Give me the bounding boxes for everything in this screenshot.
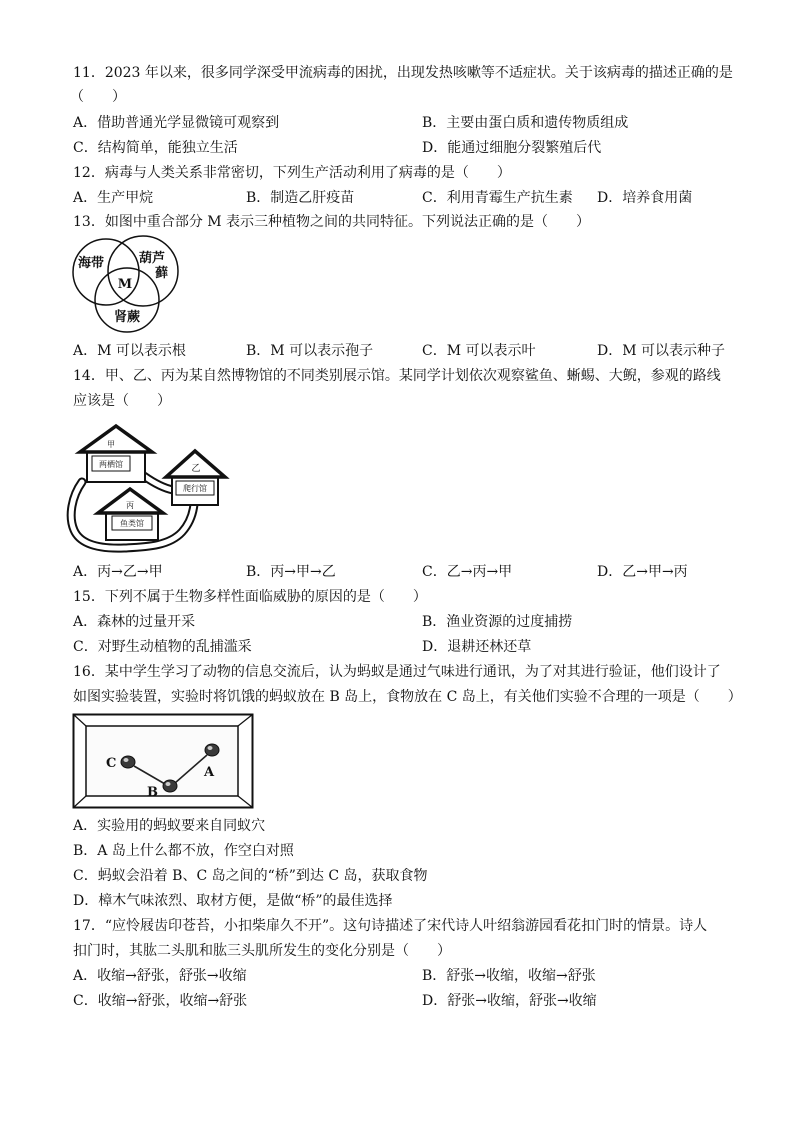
q15-option-b: B．渔业资源的过度捕捞 xyxy=(422,614,573,630)
q11-option-c: C．结构简单，能独立生活 xyxy=(73,140,238,156)
house-jia-hall: 两栖馆 xyxy=(99,460,123,469)
q16-option-b: B．A 岛上什么都不放，作空白对照 xyxy=(73,843,294,859)
ant-experiment-diagram xyxy=(72,713,254,810)
q16-option-a: A．实验用的蚂蚁要来自同蚁穴 xyxy=(73,818,266,834)
q12-option-b: B．制造乙肝疫苗 xyxy=(246,190,355,206)
q12-option-d: D．培养食用菌 xyxy=(597,190,693,206)
q16-stem-line-1: 16．某中学生学习了动物的信息交流后，认为蚂蚁是通过气味进行通讯，为了对其进行验证，他们设计了 xyxy=(73,664,721,680)
q17-option-a: A．收缩→舒张，舒张→收缩 xyxy=(73,968,247,984)
venn-label-haidai: 海带 xyxy=(78,256,105,271)
label-island-c: C xyxy=(106,756,117,771)
q12-option-a: A．生产甲烷 xyxy=(73,190,154,206)
island-a-body xyxy=(205,744,219,756)
q13-option-b: B．M 可以表示孢子 xyxy=(246,343,374,359)
q16-option-d: D．樟木气味浓烈、取材方便，是做“桥”的最佳选择 xyxy=(73,893,393,909)
venn-label-shenjue: 肾蕨 xyxy=(114,310,141,325)
q12-stem-line-1: 12．病毒与人类关系非常密切，下列生产活动利用了病毒的是（ ） xyxy=(73,165,511,181)
q17-stem-line-2: 扣门时，其肱二头肌和肱三头肌所发生的变化分别是（ ） xyxy=(73,943,451,959)
q13-stem-line-1: 13．如图中重合部分 M 表示三种植物之间的共同特征。下列说法正确的是（ ） xyxy=(73,214,591,230)
island-c-body xyxy=(121,756,135,768)
house-bing-hall: 鱼类馆 xyxy=(120,519,144,528)
q15-option-c: C．对野生动植物的乱捕滥采 xyxy=(73,639,252,655)
q15-option-d: D．退耕还林还草 xyxy=(422,639,532,655)
venn-label-xian: 藓 xyxy=(155,266,169,281)
house-bing-name: 丙 xyxy=(126,501,134,510)
house-yi-name: 乙 xyxy=(191,464,201,474)
q17-option-c: C．收缩→舒张，收缩→舒张 xyxy=(73,993,248,1009)
q14-option-b: B．丙→甲→乙 xyxy=(246,564,336,580)
venn-diagram xyxy=(70,234,186,336)
q13-option-d: D．M 可以表示种子 xyxy=(597,343,726,359)
q11-option-b: B．主要由蛋白质和遗传物质组成 xyxy=(422,115,629,131)
q13-option-c: C．M 可以表示叶 xyxy=(422,343,536,359)
island-b xyxy=(163,780,177,792)
label-island-a: A xyxy=(204,765,215,780)
house-bing xyxy=(98,489,163,540)
venn-label-m: M xyxy=(117,277,133,292)
house-yi xyxy=(166,451,225,505)
house-jia xyxy=(80,426,152,482)
island-b-highlight xyxy=(166,782,171,786)
island-b-body xyxy=(163,780,177,792)
q15-stem-line-1: 15．下列不属于生物多样性面临威胁的原因的是（ ） xyxy=(73,589,427,605)
q11-stem-line-1: 11．2023 年以来，很多同学深受甲流病毒的困扰，出现发热咳嗽等不适症状。关于该病毒的描述正确的是 xyxy=(73,65,733,81)
q16-option-c: C．蚂蚁会沿着 B、C 岛之间的“桥”到达 C 岛，获取食物 xyxy=(73,868,428,884)
island-c xyxy=(121,756,135,768)
venn-circle-haidai xyxy=(73,239,139,305)
museum-route-diagram xyxy=(68,418,228,552)
q14-option-d: D．乙→甲→丙 xyxy=(597,564,688,580)
label-island-b: B xyxy=(147,785,158,800)
house-jia-name: 甲 xyxy=(107,440,115,449)
island-c-highlight xyxy=(124,758,129,762)
q14-option-c: C．乙→丙→甲 xyxy=(422,564,513,580)
q11-option-d: D．能通过细胞分裂繁殖后代 xyxy=(422,140,602,156)
q17-option-b: B．舒张→收缩，收缩→舒张 xyxy=(422,968,596,984)
q16-stem-line-2: 如图实验装置，实验时将饥饿的蚂蚁放在 B 岛上，食物放在 C 岛上，有关他们实验不合理的一项是（ ） xyxy=(73,689,742,705)
venn-label-hulu: 葫芦 xyxy=(139,251,166,266)
q17-stem-line-1: 17．“应怜屐齿印苍苔，小扣柴扉久不开”。这句诗描述了宋代诗人叶绍翁游园看花扣门时的情景。诗人 xyxy=(73,918,708,934)
q12-option-c: C．利用青霉生产抗生素 xyxy=(422,190,573,206)
q13-option-a: A．M 可以表示根 xyxy=(73,343,186,359)
island-a xyxy=(205,744,219,756)
house-yi-hall: 爬行馆 xyxy=(183,484,207,493)
island-a-highlight xyxy=(208,746,213,750)
house-jia-roof xyxy=(80,426,152,452)
q14-stem-line-2: 应该是（ ） xyxy=(73,393,171,409)
q14-option-a: A．丙→乙→甲 xyxy=(73,564,163,580)
q14-stem-line-1: 14．甲、乙、丙为某自然博物馆的不同类别展示馆。某同学计划依次观察鲨鱼、蜥蜴、大鲵，参观的路线 xyxy=(73,368,721,384)
q11-option-a: A．借助普通光学显微镜可观察到 xyxy=(73,115,280,131)
q15-option-a: A．森林的过量开采 xyxy=(73,614,196,630)
q11-stem-line-2: （ ） xyxy=(70,89,126,105)
q17-option-d: D．舒张→收缩，舒张→收缩 xyxy=(422,993,597,1009)
